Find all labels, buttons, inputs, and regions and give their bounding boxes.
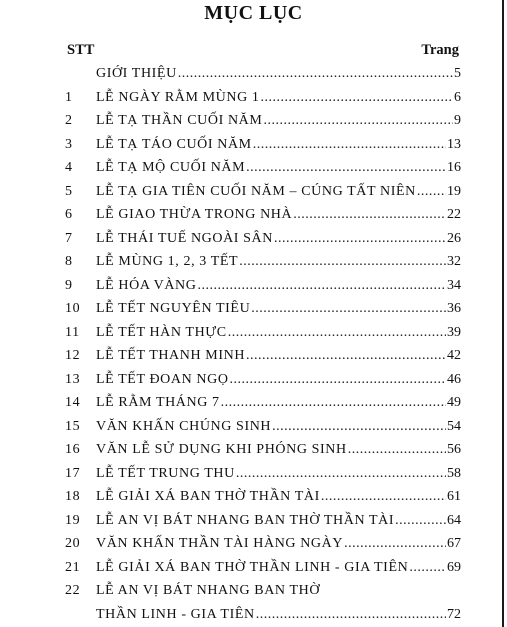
toc-entry	[0, 274, 507, 298]
entry-page: 32	[447, 254, 461, 269]
entry-title: LỄ TẠ THẦN CUỐI NĂM	[96, 113, 263, 128]
dot-leader	[344, 536, 446, 552]
toc-entry	[0, 438, 507, 462]
entry-number: 21	[65, 559, 81, 575]
toc-entry	[0, 415, 507, 439]
dot-leader	[251, 301, 446, 317]
entry-number: 17	[65, 465, 81, 481]
entry-title: GIỚI THIỆU	[96, 66, 177, 81]
dot-leader	[230, 372, 446, 388]
entry-number: 9	[65, 277, 73, 293]
entry-title: VĂN LỄ SỬ DỤNG KHI PHÓNG SINH	[96, 442, 347, 457]
entry-page: 54	[447, 418, 461, 434]
entry-page: 6	[454, 89, 461, 105]
entry-page: 61	[447, 489, 461, 504]
entry-number: 8	[65, 254, 73, 269]
toc-entry	[0, 250, 507, 274]
header-stt: STT	[67, 42, 95, 58]
entry-title: VĂN KHẤN THẦN TÀI HÀNG NGÀY	[96, 536, 344, 551]
dot-leader	[246, 348, 446, 364]
entry-number: 14	[65, 395, 81, 410]
entry-title: LỄ TẾT THANH MINH	[96, 348, 246, 363]
toc-entry	[0, 109, 507, 133]
dot-leader	[261, 90, 453, 106]
entry-page: 56	[447, 442, 461, 457]
entry-number: 15	[65, 418, 81, 434]
toc-entry	[0, 344, 507, 368]
dot-leader	[239, 254, 446, 270]
entry-number: 11	[65, 324, 80, 340]
entry-title: LỄ GIẢI XÁ BAN THỜ THẦN TÀI	[96, 489, 320, 504]
dot-leader	[228, 325, 446, 341]
dot-leader	[236, 466, 446, 482]
dot-leader	[253, 137, 446, 153]
entry-title: LỄ TẠ GIA TIÊN CUỐI NĂM – CÚNG TẤT NIÊN	[96, 183, 416, 199]
entry-title: LỄ GIẢI XÁ BAN THỜ THẦN LINH - GIA TIÊN	[96, 559, 409, 575]
entry-page: 39	[447, 324, 461, 340]
entry-number: 6	[65, 207, 73, 222]
toc-entry	[0, 368, 507, 392]
entry-page: 13	[447, 136, 461, 152]
dot-leader	[246, 160, 446, 176]
entry-title: LỄ TẾT ĐOAN NGỌ	[96, 371, 229, 387]
entry-number: 1	[65, 89, 73, 105]
entry-title: LỄ TẠ MỘ CUỐI NĂM	[96, 160, 246, 175]
entry-number: 5	[65, 183, 73, 199]
dot-leader	[274, 231, 446, 247]
entry-title: LỄ AN VỊ BÁT NHANG BAN THỜ THẦN TÀI	[96, 512, 395, 528]
dot-leader	[417, 184, 446, 200]
entry-title: LỄ MÙNG 1, 2, 3 TẾT	[96, 254, 239, 269]
dot-leader	[178, 66, 453, 82]
entry-page: 16	[447, 160, 461, 175]
entry-number: 7	[65, 230, 73, 246]
dot-leader	[221, 395, 446, 411]
dot-leader	[272, 419, 446, 435]
entry-number: 2	[65, 113, 73, 128]
toc-entry	[0, 156, 507, 180]
toc-entry	[0, 133, 507, 157]
toc-entry	[0, 579, 507, 603]
toc-entry	[0, 203, 507, 227]
entry-page: 9	[454, 113, 461, 128]
entry-page: 69	[447, 559, 461, 575]
entry-number: 10	[65, 301, 81, 316]
entry-title: THẦN LINH - GIA TIÊN	[96, 606, 255, 622]
toc-entry	[0, 485, 507, 509]
toc-entry	[0, 321, 507, 345]
entry-page: 5	[454, 66, 461, 81]
entry-title: LỄ GIAO THỪA TRONG NHÀ	[96, 207, 293, 222]
dot-leader	[395, 513, 446, 529]
entry-title: LỄ NGÀY RẰM MÙNG 1	[96, 89, 260, 105]
entry-title: LỄ HÓA VÀNG	[96, 277, 197, 293]
entry-page: 34	[447, 277, 461, 293]
entry-page: 46	[447, 371, 461, 387]
entry-title: VĂN KHẤN CHÚNG SINH	[96, 418, 272, 434]
entry-page: 42	[447, 348, 461, 363]
entry-page: 26	[447, 230, 461, 246]
toc-entry	[0, 86, 507, 110]
dot-leader	[348, 442, 446, 458]
toc-entry	[0, 297, 507, 321]
entry-number: 13	[65, 371, 81, 387]
entry-page: 22	[447, 207, 461, 222]
entry-title: LỄ RẰM THÁNG 7	[96, 395, 220, 410]
entry-number: 22	[65, 583, 81, 598]
dot-leader	[321, 489, 446, 505]
entry-number: 12	[65, 348, 81, 363]
toc-entry	[0, 509, 507, 533]
entry-page: 49	[447, 395, 461, 410]
entry-title: LỄ TẾT HÀN THỰC	[96, 324, 227, 340]
entry-number: 19	[65, 512, 81, 528]
entry-number: 20	[65, 536, 81, 551]
dot-leader	[263, 113, 453, 129]
entry-number: 3	[65, 136, 73, 152]
toc-entry	[0, 556, 507, 580]
entry-page: 64	[447, 512, 461, 528]
entry-title: LỄ TẾT TRUNG THU	[96, 465, 235, 481]
entry-title: LỄ AN VỊ BÁT NHANG BAN THỜ	[96, 583, 321, 598]
entry-page: 36	[447, 301, 461, 316]
entry-title: LỄ TẾT NGUYÊN TIÊU	[96, 301, 251, 316]
entry-number: 16	[65, 442, 81, 457]
toc-entry	[0, 62, 507, 86]
dot-leader	[293, 207, 446, 223]
entry-title: LỄ TẠ TÁO CUỐI NĂM	[96, 136, 252, 152]
toc-entry	[0, 180, 507, 204]
dot-leader	[197, 278, 446, 294]
entry-page: 19	[447, 183, 461, 199]
toc-entry	[0, 391, 507, 415]
toc-entry	[0, 227, 507, 251]
toc-entry	[0, 462, 507, 486]
entry-number: 18	[65, 489, 81, 504]
toc-entry	[0, 532, 507, 556]
entry-page: 67	[447, 536, 461, 551]
page-title: MỤC LỤC	[204, 2, 303, 24]
entry-page: 58	[447, 465, 461, 481]
header-page: Trang	[421, 42, 459, 58]
entry-page: 72	[447, 606, 461, 622]
entry-title: LỄ THÁI TUẾ NGOÀI SÂN	[96, 230, 273, 246]
toc-list	[0, 62, 507, 626]
dot-leader	[409, 560, 446, 576]
entry-number: 4	[65, 160, 73, 175]
toc-entry-continuation	[0, 603, 507, 627]
dot-leader	[256, 607, 446, 623]
